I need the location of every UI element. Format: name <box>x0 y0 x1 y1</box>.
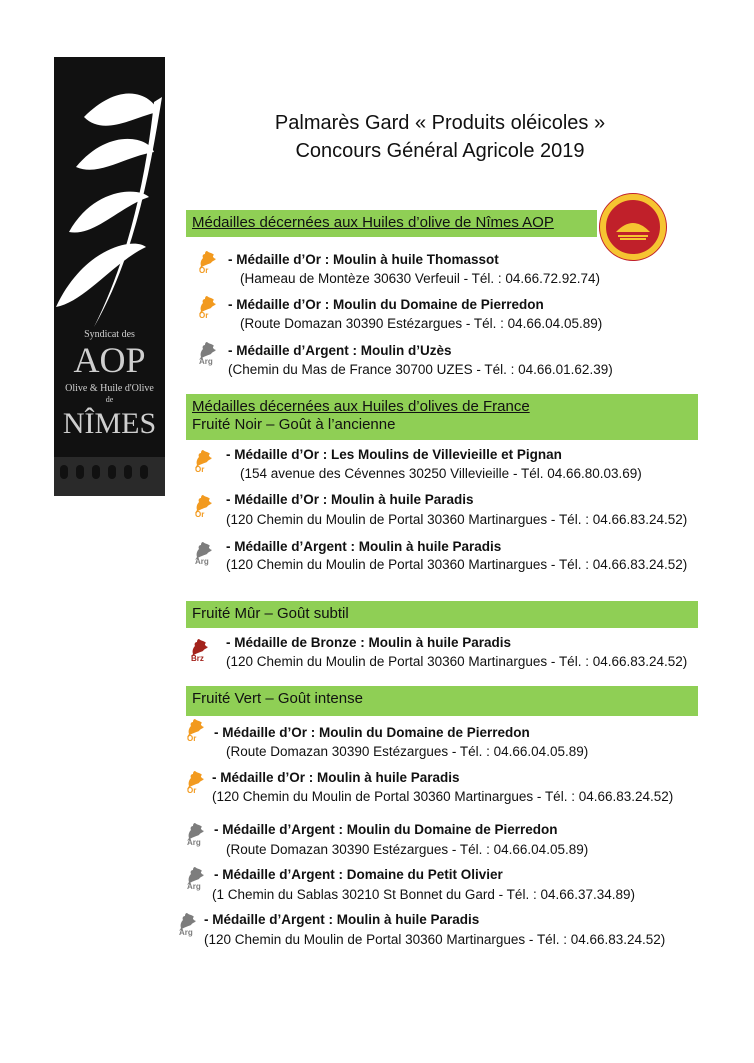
medal-winner-name: - Médaille d’Or : Les Moulins de Villevieille et Pignan <box>226 447 562 462</box>
oak-leaf-gold-icon <box>193 250 219 278</box>
oak-leaf-gold-icon <box>181 770 207 798</box>
oak-leaf-gold-icon <box>193 295 219 323</box>
medal-winner-name: - Médaille d’Argent : Moulin à huile Paradis <box>226 539 502 554</box>
medal-winner-address: (Hameau de Montèze 30630 Verfeuil - Tél. : 04.66.72.92.74) <box>240 271 600 286</box>
aop-seal-icon <box>598 192 668 262</box>
aop-nimes-logo <box>54 57 165 496</box>
oak-leaf-gold-icon <box>189 494 215 522</box>
logo-city-text: NÎMES <box>62 407 157 440</box>
oak-leaf-silver-icon <box>189 541 215 569</box>
medal-winner-name: - Médaille d’Or : Moulin du Domaine de Pierredon <box>228 297 544 312</box>
medal-winner-name: - Médaille d’Or : Moulin à huile Paradis <box>226 492 474 507</box>
medal-badge-label: Or <box>199 266 209 275</box>
medal-winner-address: (Route Domazan 30390 Estézargues - Tél. : 04.66.04.05.89) <box>240 316 603 331</box>
page-title-line2: Concours Général Agricole 2019 <box>295 140 585 162</box>
section-title: Médailles décernées aux Huiles d’olives de France <box>192 398 530 415</box>
medal-badge-label: Arg <box>187 882 201 891</box>
section-title: Fruité Mûr – Goût subtil <box>192 605 349 622</box>
oak-leaf-bronze-icon <box>185 638 211 666</box>
medal-winner-name: - Médaille d’Argent : Moulin d’Uzès <box>228 343 452 358</box>
oak-leaf-gold-icon <box>189 449 215 477</box>
medal-badge-label: Arg <box>187 838 201 847</box>
logo-top-text: Syndicat des <box>84 329 135 340</box>
medal-winner-name: - Médaille d’Or : Moulin à huile Thomassot <box>228 252 499 267</box>
medal-badge-label: Or <box>187 734 197 743</box>
medal-winner-address: (120 Chemin du Moulin de Portal 30360 Martinargues - Tél. : 04.66.83.24.52) <box>226 557 688 572</box>
medal-winner-name: - Médaille d’Argent : Moulin du Domaine de Pierredon <box>214 822 558 837</box>
oak-leaf-silver-icon <box>173 912 199 940</box>
medal-badge-label: Or <box>187 786 197 795</box>
medal-winner-name: - Médaille d’Or : Moulin à huile Paradis <box>212 770 460 785</box>
medal-badge-label: Or <box>195 510 205 519</box>
logo-aop-text: AOP <box>73 340 146 380</box>
medal-winner-address: (120 Chemin du Moulin de Portal 30360 Martinargues - Tél. : 04.66.83.24.52) <box>226 512 688 527</box>
oak-leaf-gold-icon <box>181 718 207 746</box>
medal-winner-name: - Médaille d’Argent : Moulin à huile Paradis <box>204 912 480 927</box>
medal-winner-address: (120 Chemin du Moulin de Portal 30360 Martinargues - Tél. : 04.66.83.24.52) <box>204 932 666 947</box>
medal-winner-name: - Médaille d’Argent : Domaine du Petit Olivier <box>214 867 503 882</box>
section-header-nimes-aop <box>186 210 597 237</box>
section-title: Médailles décernées aux Huiles d’olive de Nîmes AOP <box>192 214 554 231</box>
medal-winner-address: (120 Chemin du Moulin de Portal 30360 Martinargues - Tél. : 04.66.83.24.52) <box>226 654 688 669</box>
oak-leaf-silver-icon <box>193 341 219 369</box>
medal-badge-label: Brz <box>191 654 204 663</box>
section-title: Fruité Vert – Goût intense <box>192 690 363 707</box>
medal-winner-address: (Chemin du Mas de France 30700 UZES - Tél. : 04.66.01.62.39) <box>228 362 613 377</box>
section-subtitle: Fruité Noir – Goût à l’ancienne <box>192 416 396 433</box>
medal-badge-label: Or <box>199 311 209 320</box>
oak-leaf-silver-icon <box>181 866 207 894</box>
oak-leaf-silver-icon <box>181 822 207 850</box>
medal-winner-address: (Route Domazan 30390 Estézargues - Tél. : 04.66.04.05.89) <box>226 744 589 759</box>
medal-winner-address: (1 Chemin du Sablas 30210 St Bonnet du Gard - Tél. : 04.66.37.34.89) <box>212 887 636 902</box>
medal-badge-label: Or <box>195 465 205 474</box>
medal-winner-name: - Médaille d’Or : Moulin du Domaine de Pierredon <box>214 725 530 740</box>
page-title-line1: Palmarès Gard « Produits oléicoles » <box>274 112 606 134</box>
medal-badge-label: Arg <box>199 357 213 366</box>
medal-winner-name: - Médaille de Bronze : Moulin à huile Paradis <box>226 635 512 650</box>
section-header-fruite-mur <box>186 601 698 628</box>
medal-winner-address: (120 Chemin du Moulin de Portal 30360 Martinargues - Tél. : 04.66.83.24.52) <box>212 789 674 804</box>
medal-winner-address: (Route Domazan 30390 Estézargues - Tél. : 04.66.04.05.89) <box>226 842 589 857</box>
medal-winner-address: (154 avenue des Cévennes 30250 Villevieille - Tél. 04.66.80.03.69) <box>240 466 642 481</box>
arena-silhouette-icon <box>54 437 165 496</box>
medal-badge-label: Arg <box>179 928 193 937</box>
logo-de-text: de <box>105 395 114 404</box>
section-header-france <box>186 394 698 440</box>
section-header-fruite-vert <box>186 686 698 716</box>
medal-badge-label: Arg <box>195 557 209 566</box>
logo-subtitle-text: Olive & Huile d'Olive <box>65 383 154 394</box>
